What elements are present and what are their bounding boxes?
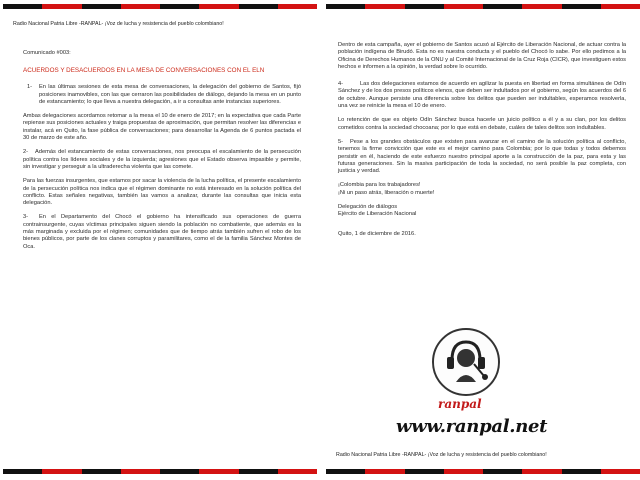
top-stripe bbox=[3, 4, 317, 9]
slogan-1: ¡Colombia para los trabajadores! bbox=[338, 182, 421, 189]
paragraph-8: Lo retención de que es objeto Odín Sánchez busca hacerle un juicio político a él y a su clan, por los delitos cometidos contra la sociedad chocoana; por lo que está en debate, cuáles de tales delitos son indultables. bbox=[338, 117, 626, 131]
date-line: Quito, 1 de diciembre de 2016. bbox=[338, 230, 416, 237]
page-footer: Radio Nacional Patria Libre -RANPAL- ¡Voz de lucha y resistencia del pueblo colombiano! bbox=[336, 452, 547, 458]
paragraph-3 bbox=[23, 149, 301, 171]
right-page bbox=[326, 4, 640, 476]
paragraph-text: En las últimas sesiones de esta mesa de conversaciones, la delegación del gobierno de Santos, fijó posiciones inamovibles, con las que cerraron las posibilidades de diálogo, dejando la mesa en un punto de estancamiento; lo que lleva a nuestra delegación, a ir a consultas ante instancias superiores. bbox=[39, 84, 301, 105]
bottom-stripe bbox=[326, 469, 640, 474]
ranpal-logo bbox=[432, 328, 500, 396]
slogan-2: ¡Ni un paso atrás, liberación o muerte! bbox=[338, 189, 435, 196]
top-stripe bbox=[326, 4, 640, 9]
page-header: Radio Nacional Patria Libre -RANPAL- ¡Voz de lucha y resistencia del pueblo colombiano! bbox=[13, 21, 224, 27]
communique-number: Comunicado #003: bbox=[23, 50, 71, 56]
paragraph-number: 2- bbox=[23, 149, 29, 156]
logo-wordmark: ranpal bbox=[438, 397, 482, 411]
left-page bbox=[3, 4, 317, 476]
right-body bbox=[338, 42, 626, 238]
website-link[interactable]: www.ranpal.net bbox=[396, 416, 548, 437]
signature-line-2: Ejército de Liberación Nacional bbox=[338, 211, 417, 218]
paragraph-1 bbox=[23, 84, 301, 106]
paragraph-number: 1- bbox=[27, 84, 33, 91]
paragraph-text: Además del estancamiento de estas conversaciones, nos preocupa el escalamiento de la persecución política contra los líderes sociales y de la izquierda; agresiones que el Estado observa impasible y permite, sin investigar y perseguir a la ultraderecha violenta que las comete. bbox=[23, 149, 301, 170]
paragraph-9 bbox=[338, 139, 626, 175]
paragraph-6: Dentro de esta campaña, ayer el gobierno de Santos acusó al Ejército de Liberación Nacional, de actuar contra la población indígena de Birudó. Esta no es nuestra conducta y el pueblo del Chocó lo sabe. Por ello pedimos a la Oficina de Derechos Humanos de la ONU y al Comité Internacional de la Cruz Roja (CICR), que investiguen estos hechos e informen a la opinión, la verdad sobre lo ocurrido. bbox=[338, 42, 626, 70]
paragraph-7 bbox=[338, 81, 626, 110]
paragraph-text: Las dos delegaciones estamos de acuerdo en agilizar la puesta en libertad en forma simultánea de Odín Sánchez y de los dos presos políticos elenos, que deben ser indultados por el gobierno, según los acuerdos del 6 de octubre. Aunque persiste una diferencia sobre los delitos que pueden ser indultables, esperamos resolverla, una vez se reinicie la mesa el 10 de enero. bbox=[338, 81, 626, 110]
bottom-stripe bbox=[3, 469, 317, 474]
left-body bbox=[23, 50, 301, 258]
paragraph-number: 4- bbox=[338, 81, 344, 88]
communique-title: ACUERDOS Y DESACUERDOS EN LA MESA DE CONVERSACIONES CON EL ELN bbox=[23, 67, 265, 75]
paragraph-5 bbox=[23, 214, 301, 250]
paragraph-number: 5- bbox=[338, 138, 344, 145]
headphones-singer-icon bbox=[434, 330, 498, 394]
paragraph-text: Pese a los grandes obstáculos que existen para avanzar en el camino de la solución política al conflicto, tenemos la firme convicción que este es el mejor camino para Colombia; por lo que todas y todos debemos persistir en él, haciendo de este esfuerzo nuestro principal aporte a la construcción de la paz, para esta y las futuras generaciones. Sin la masiva participación de toda la sociedad, no será posible la paz completa, con justicia y verdad. bbox=[338, 138, 626, 175]
paragraph-4: Para las fuerzas insurgentes, que estamos por sacar la violencia de la lucha política, el presente escalamiento de la persecución política nos indica que el régimen dominante no está interesado en la solución política del conflicto. Estas señales negativas, también las vamos a analizar, durante las consultas que inicia esta delegación. bbox=[23, 178, 301, 207]
paragraph-2: Ambas delegaciones acordamos retomar a la mesa el 10 de enero de 2017; en la expectativa que cada Parte repiense sus posiciones actuales y traiga propuestas de aproximación, que permitan resolver las diferencias e instalar, acá en Quito, la fase pública de conversaciones; para desarrollar la Agenda de 6 puntos pactada el 30 de marzo de este año. bbox=[23, 113, 301, 142]
paragraph-number: 3- bbox=[23, 214, 29, 221]
paragraph-text: En el Departamento del Chocó el gobierno ha intensificado sus operaciones de guerra contrainsurgente, cuyas víctimas principales siguen siendo la población no combatiente, que además es la más marginada y excluida por el régimen; comunidades que de tiempo atrás también sufren el robo de los bienes públicos, por parte de los clanes corruptos y paramilitares, como el de la familia Sánchez Montes de Oca. bbox=[23, 214, 301, 250]
signature-line-1: Delegación de diálogos bbox=[338, 204, 398, 211]
